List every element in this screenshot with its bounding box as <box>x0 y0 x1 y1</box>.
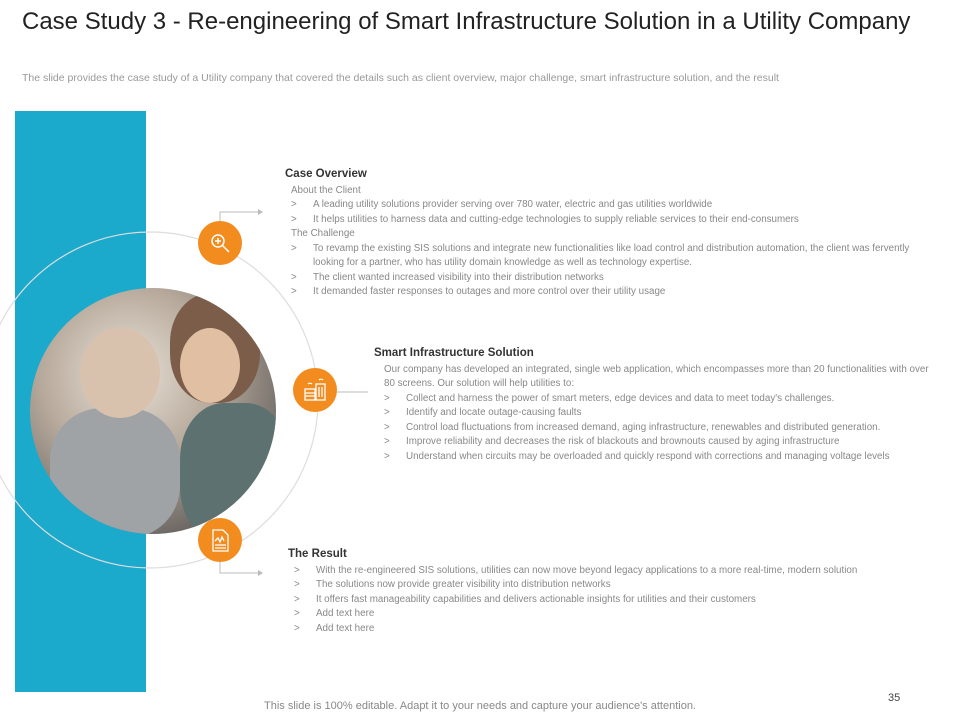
slide-subtitle: The slide provides the case study of a Utility company that covered the details such as client overview, major challenge, smart infrastructure solution, and the result <box>22 72 779 84</box>
bullet: > <box>291 242 297 254</box>
slide-title: Case Study 3 - Re-engineering of Smart Infrastructure Solution in a Utility Company <box>22 8 911 35</box>
result-item: The solutions now provide greater visibility into distribution networks <box>316 579 611 590</box>
result-item: Add text here <box>316 608 375 619</box>
bullet: > <box>384 421 390 433</box>
bullet: > <box>294 579 300 590</box>
bullet: > <box>291 199 297 210</box>
case-overview-section <box>285 167 925 300</box>
solution-item: Understand when circuits may be overloaded and quickly respond with corrections and managing voltage levels <box>406 450 890 462</box>
solution-heading: Smart Infrastructure Solution <box>374 347 534 359</box>
solution-item: Collect and harness the power of smart meters, edge devices and data to meet today's challenges. <box>406 392 835 404</box>
smart-buildings-icon <box>293 368 337 412</box>
challenge-item: To revamp the existing SIS solutions and integrate new functionalities like load control and distribution automation, the client was fervently looking for a partner, who has utility domain knowledge as well as technology expertise. <box>313 242 910 268</box>
result-item: It offers fast manageability capabilities and delivers actionable insights for utilities and their customers <box>316 593 756 605</box>
result-section <box>288 547 858 636</box>
bullet: > <box>294 564 300 576</box>
bullet: > <box>294 593 300 605</box>
solution-intro: Our company has developed an integrated, single web application, which encompasses more than 20 functionalities with over 80 screens. Our solution will help utilities to: <box>384 363 929 389</box>
solution-section <box>374 346 934 464</box>
challenge-item: The client wanted increased visibility into their distribution networks <box>313 271 604 283</box>
bullet: > <box>384 392 390 404</box>
about-item: A leading utility solutions provider serving over 780 water, electric and gas utilities worldwide <box>313 199 713 210</box>
bullet: > <box>291 271 297 283</box>
bullet: > <box>291 213 297 225</box>
result-heading: The Result <box>288 548 347 560</box>
challenge-label: The Challenge <box>291 228 355 239</box>
challenge-item: It demanded faster responses to outages and more control over their utility usage <box>313 286 666 297</box>
solution-item: Control load fluctuations from increased demand, aging infrastructure, renewables and distributed generation. <box>406 421 881 433</box>
about-item: It helps utilities to harness data and cutting-edge technologies to supply reliable services to their end-consumers <box>313 213 799 225</box>
bullet: > <box>294 622 300 634</box>
result-item: With the re-engineered SIS solutions, utilities can now move beyond legacy applications to a more real-time, modern solution <box>316 564 858 576</box>
result-item: Add text here <box>316 622 375 634</box>
about-label: About the Client <box>291 184 361 196</box>
bullet: > <box>384 407 390 418</box>
solution-item: Improve reliability and decreases the risk of blackouts and brownouts caused by aging infrastructure <box>406 436 840 447</box>
bullet: > <box>294 608 300 619</box>
footer-note: This slide is 100% editable. Adapt it to your needs and capture your audience's attention. <box>264 700 696 712</box>
report-document-icon <box>198 518 242 562</box>
search-analysis-icon <box>198 221 242 265</box>
bullet: > <box>384 436 390 447</box>
bullet: > <box>384 450 390 462</box>
case-overview-heading: Case Overview <box>285 168 367 180</box>
solution-item: Identify and locate outage-causing faults <box>406 407 582 418</box>
bullet: > <box>291 286 297 297</box>
client-photo <box>30 288 276 534</box>
page-number: 35 <box>888 692 901 704</box>
